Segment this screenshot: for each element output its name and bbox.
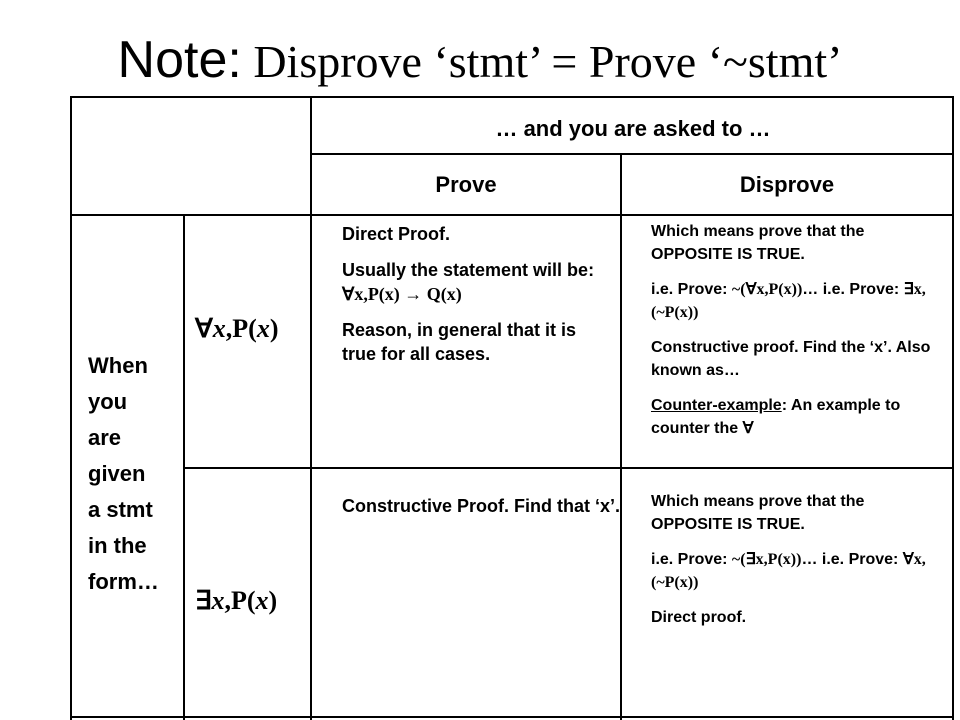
grid-hline-row-divider [183, 467, 954, 469]
quant-var: x [256, 314, 270, 343]
disprove-text [651, 548, 947, 594]
grid-top-border [70, 96, 954, 98]
disprove-text-span: : An example to counter the ∀ [651, 397, 901, 437]
quant-var: x [212, 314, 226, 343]
left-label-line: you [88, 389, 128, 414]
prove-text-span: Usually the statement will be: [342, 260, 595, 280]
disprove-text-span: i.e. Prove: [651, 551, 732, 568]
disprove-text-span: … i.e. Prove: [802, 281, 904, 298]
disprove-text-span: i.e. Prove: [651, 281, 732, 298]
formula: ∀x,P(x) → Q(x) [342, 284, 462, 304]
forall-symbol: ∀ [195, 314, 213, 343]
row1-prove-cell [342, 222, 614, 378]
exists-symbol: ∃ [195, 586, 212, 615]
quant-close: ) [269, 314, 279, 343]
grid-bottom-border [70, 716, 954, 718]
quant-var: x [255, 586, 269, 615]
left-label-line: When [88, 353, 148, 378]
formula: ~(∀x,P(x)) [731, 281, 803, 298]
header-prove: Prove [435, 172, 497, 197]
left-label-line: a stmt [88, 497, 153, 522]
counter-example-term: Counter-example [651, 397, 782, 414]
quant-var: x [211, 586, 225, 615]
header-asked: … and you are asked to … [495, 116, 771, 141]
left-label-line: in the [88, 533, 147, 558]
left-label-line: are [88, 425, 122, 450]
disprove-text: Direct proof. [651, 609, 747, 626]
prove-text: Reason, in general that it is true for all cases. [342, 320, 577, 364]
disprove-text [651, 394, 947, 440]
left-label-line: form… [88, 569, 159, 594]
formula: ∃x, (~P(x)) [651, 281, 926, 321]
quant-pred: ,P( [224, 586, 256, 615]
prove-text: Direct Proof. [342, 224, 451, 244]
grid-right-border [952, 96, 954, 720]
row2-disprove-cell [651, 490, 947, 641]
quant-close: ) [268, 586, 278, 615]
quant-pred: ,P( [225, 314, 257, 343]
disprove-text-span: … i.e. Prove: [801, 551, 903, 568]
prove-text: Constructive Proof. Find that ‘x’. [342, 496, 621, 516]
row1-quantifier [195, 314, 279, 344]
header-disprove: Disprove [739, 172, 835, 197]
formula: ∀x, (~P(x)) [651, 551, 926, 591]
disprove-text: Which means prove that the OPPOSITE IS TRUE. [651, 493, 865, 533]
title-prefix: Note: [117, 31, 242, 89]
formula: ~(∃x,P(x)) [731, 551, 802, 568]
prove-text [342, 258, 614, 306]
slide-title [0, 30, 960, 90]
row1-disprove-cell [651, 220, 947, 452]
left-label-line: given [88, 461, 146, 486]
left-label [88, 348, 180, 600]
grid-hline-subheader [310, 153, 954, 155]
disprove-text: Constructive proof. Find the ‘x’. Also known as… [651, 339, 931, 379]
disprove-text [651, 278, 947, 324]
row2-quantifier [195, 586, 277, 616]
row2-prove-cell [342, 494, 624, 530]
grid-left-border [70, 96, 72, 720]
disprove-text: Which means prove that the OPPOSITE IS TRUE. [651, 223, 865, 263]
title-rest: Disprove ‘stmt’ = Prove ‘~stmt’ [241, 36, 843, 87]
grid-hline-header-bottom [70, 214, 954, 216]
grid-vline-col3 [620, 153, 622, 720]
